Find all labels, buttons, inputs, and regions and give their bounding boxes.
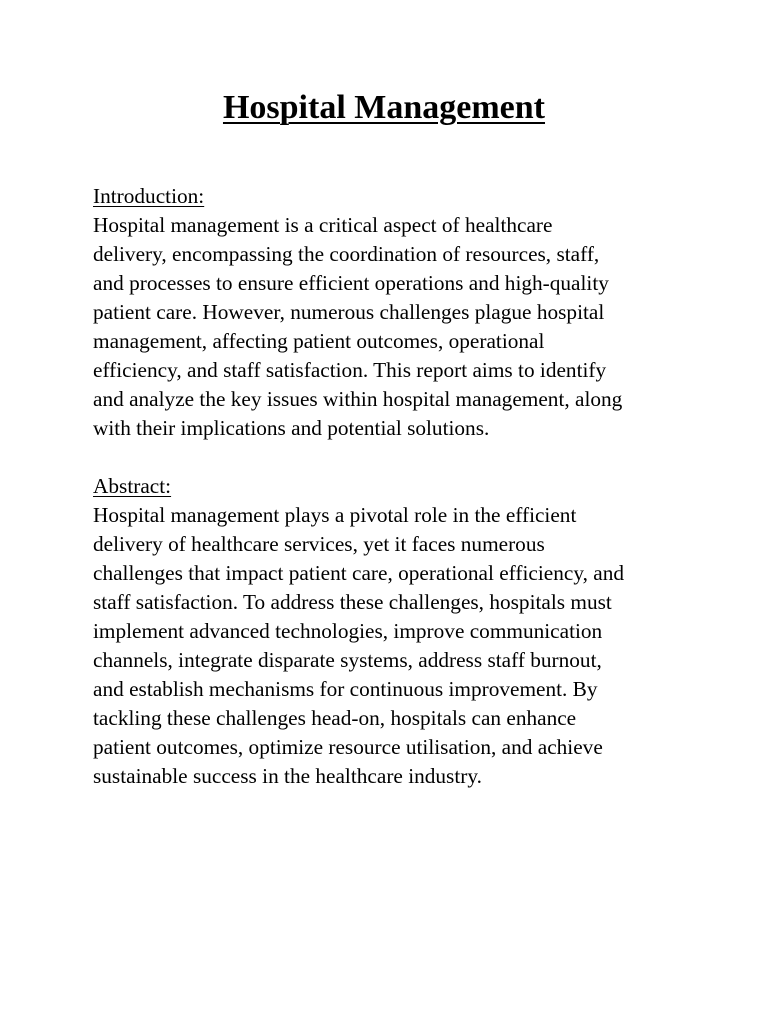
introduction-heading: Introduction:: [93, 184, 205, 208]
introduction-line: and analyze the key issues within hospital management, along: [93, 387, 623, 411]
document-title: Hospital Management: [222, 89, 546, 126]
abstract-line: sustainable success in the healthcare industry.: [93, 764, 482, 788]
abstract-line: implement advanced technologies, improve communication: [93, 619, 603, 643]
abstract-section: [93, 472, 683, 791]
abstract-line: delivery of healthcare services, yet it faces numerous: [93, 532, 545, 556]
introduction-line: management, affecting patient outcomes, operational: [93, 329, 545, 353]
introduction-line: and processes to ensure efficient operations and high-quality: [93, 271, 609, 295]
document-body: [93, 182, 683, 820]
abstract-line: Hospital management plays a pivotal role in the efficient: [93, 503, 577, 527]
introduction-line: with their implications and potential solutions.: [93, 416, 490, 440]
introduction-section: [93, 182, 683, 443]
introduction-line: Hospital management is a critical aspect of healthcare: [93, 213, 553, 237]
abstract-line: challenges that impact patient care, operational efficiency, and: [93, 561, 624, 585]
abstract-line: and establish mechanisms for continuous improvement. By: [93, 677, 598, 701]
introduction-line: delivery, encompassing the coordination of resources, staff,: [93, 242, 600, 266]
abstract-line: tackling these challenges head-on, hospitals can enhance: [93, 706, 577, 730]
abstract-heading: Abstract:: [93, 474, 172, 498]
abstract-line: staff satisfaction. To address these challenges, hospitals must: [93, 590, 612, 614]
introduction-line: efficiency, and staff satisfaction. This report aims to identify: [93, 358, 607, 382]
abstract-line: channels, integrate disparate systems, address staff burnout,: [93, 648, 602, 672]
abstract-line: patient outcomes, optimize resource utilisation, and achieve: [93, 735, 603, 759]
introduction-line: patient care. However, numerous challenges plague hospital: [93, 300, 605, 324]
